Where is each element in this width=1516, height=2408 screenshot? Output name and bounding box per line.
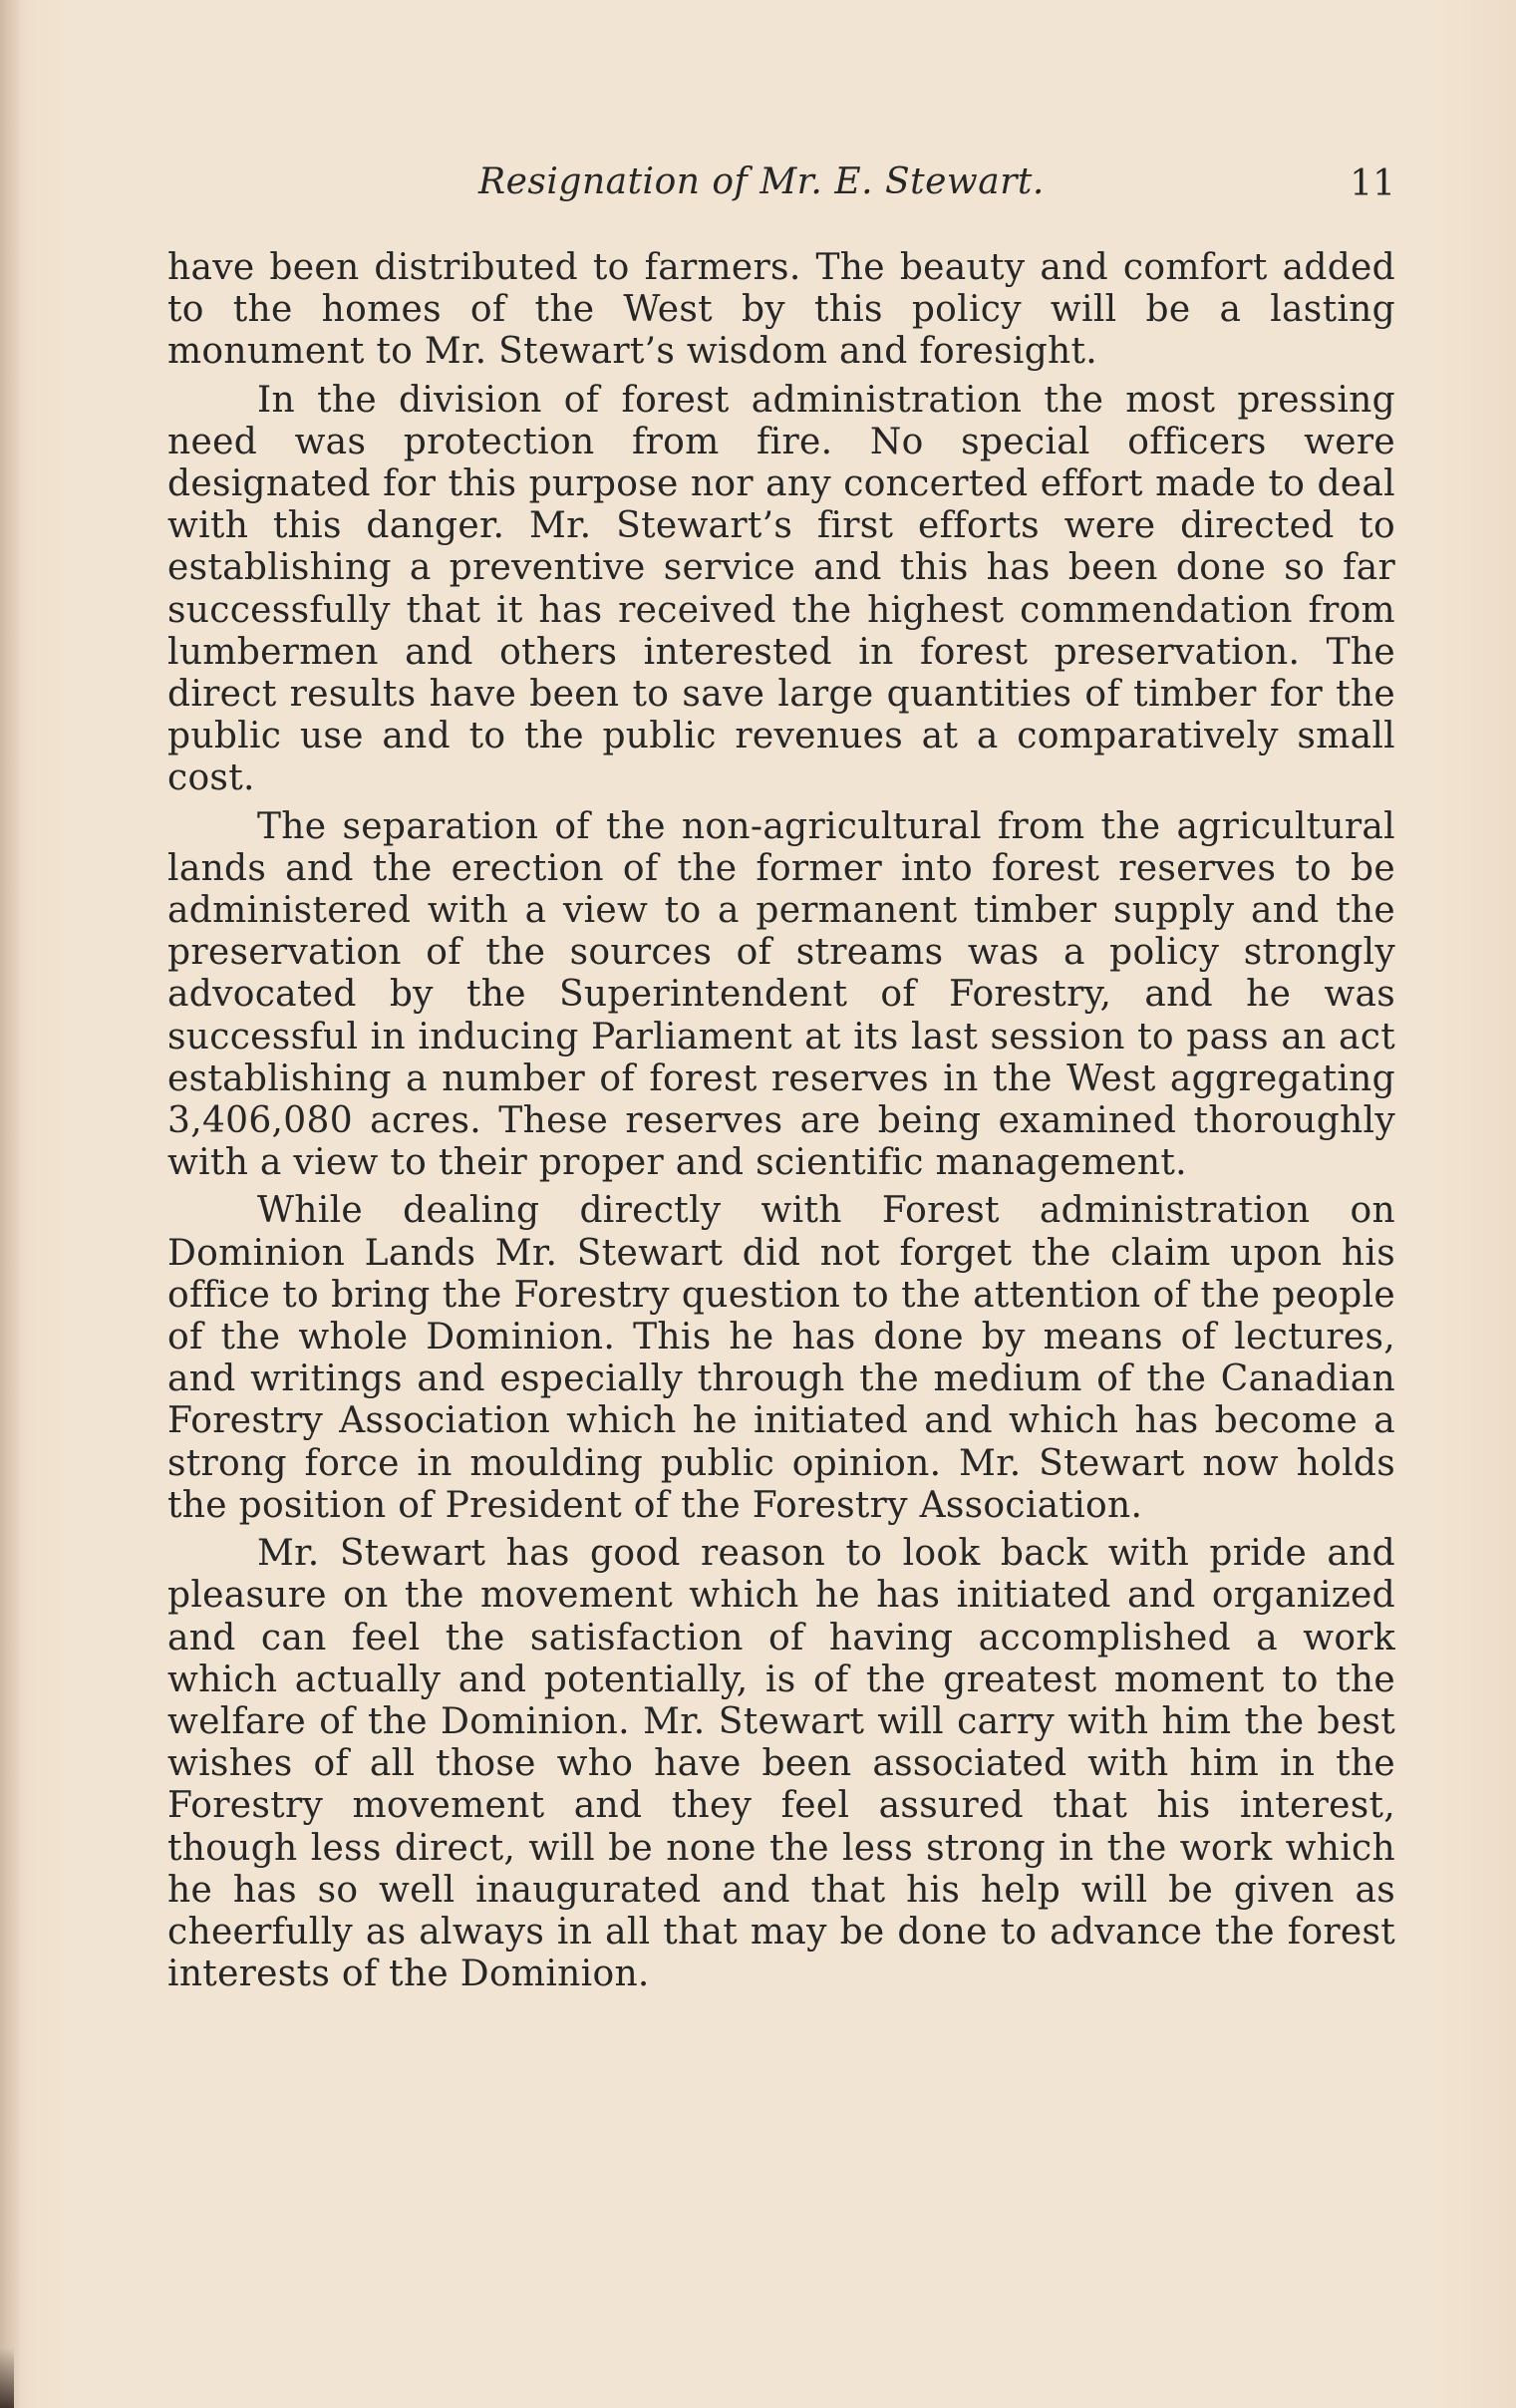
paragraph-5: Mr. Stewart has good reason to look back with pride and pleasure on the movement which he has initiated and organized and can feel the satisfaction of having accomplished a work which actually and potentially, is of the greatest moment to the welfare of the Dominion. Mr. Stewart will carry with him the best wishes of all those who have been associated with him in the Forestry movement and they feel assured that his interest, though less direct, will be none the less strong in the work which he has so well inaugurated and that his help will be given as cheerfully as always in all that may be done to advance the forest interests of the Dominion. xyxy=(167,1533,1395,1995)
page-binding-edge xyxy=(0,0,22,2408)
page-header xyxy=(159,161,1395,211)
page-number: 11 xyxy=(1350,163,1395,204)
paragraph-3: The separation of the non-agricultural from the agricultural lands and the erection of the former into forest reserves to be administered with a view to a permanent timber supply and the preservation of the sources of streams was a policy strongly advocated by the Superintendent of Forestry, and he was successful in inducing Parliament at its last session to pass an act establishing a number of forest reserves in the West aggregating 3,406,080 acres. These reserves are being examined thoroughly with a view to their proper and scientific management. xyxy=(167,805,1395,1184)
page-corner-shadow xyxy=(0,2348,14,2408)
running-title: Resignation of Mr. E. Stewart. xyxy=(478,161,1045,202)
paragraph-2: In the division of forest administration the most pressing need was protection from fire. No special officers were designated for this purpose nor any concerted effort made to deal with this danger. Mr. Stewart’s first efforts were directed to establishing a preventive service and this has been done so far successfully that it has received the highest commendation from lumbermen and others interested in forest preservation. The direct results have been to save large quantities of timber for the public use and to the public revenues at a comparatively small cost. xyxy=(167,379,1395,799)
paragraph-4: While dealing directly with Forest administration on Dominion Lands Mr. Stewart did not forget the claim upon his office to bring the Forestry question to the attention of the people of the whole Dominion. This he has done by means of lectures, and writings and especially through the medium of the Canadian Forestry Association which he initiated and which has become a strong force in moulding public opinion. Mr. Stewart now holds the position of President of the Forestry Association. xyxy=(167,1190,1395,1526)
paragraph-1: have been distributed to farmers. The beauty and comfort added to the homes of the West by this policy will be a lasting monument to Mr. Stewart’s wisdom and foresight. xyxy=(167,247,1395,373)
body-text xyxy=(167,247,1395,1995)
